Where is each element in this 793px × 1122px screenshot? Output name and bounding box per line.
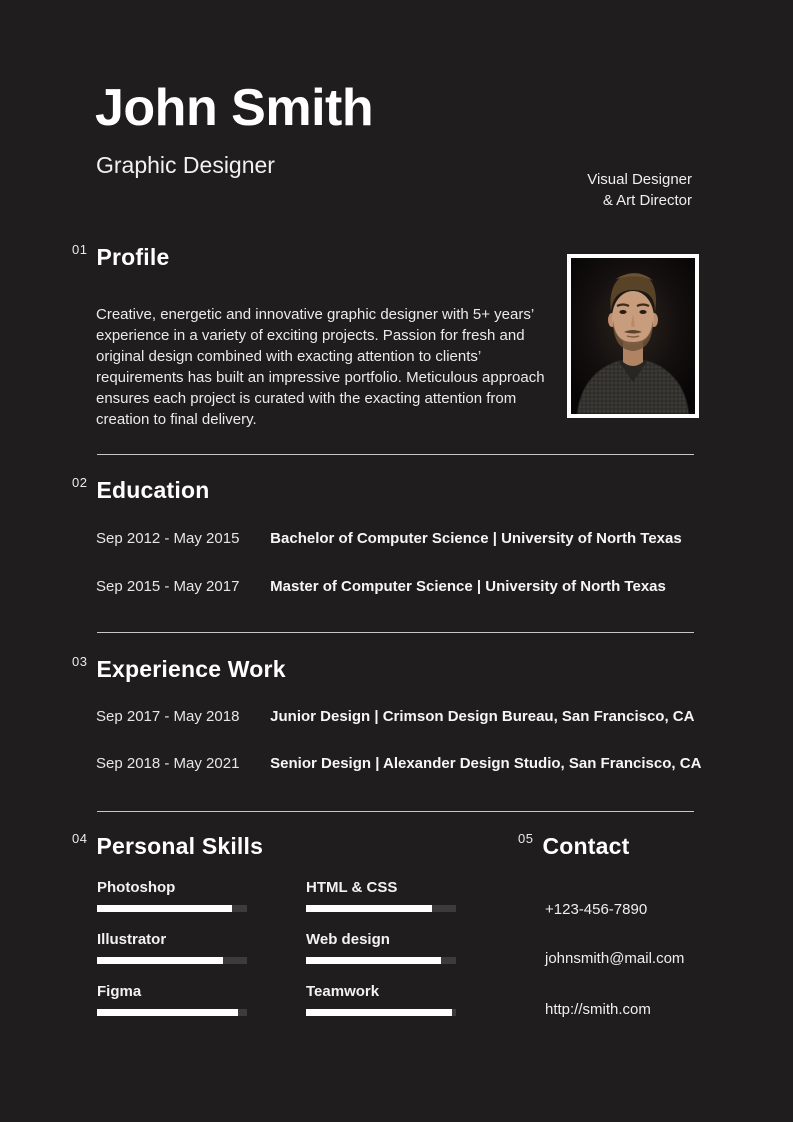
skill-item-html-css <box>306 879 456 912</box>
skill-label: HTML & CSS <box>306 879 398 896</box>
education-detail: Bachelor of Computer Science | University of North Texas <box>270 530 682 547</box>
skill-progress-fill <box>306 957 441 964</box>
experience-section-header <box>72 656 286 682</box>
skill-progress-bar <box>306 905 456 912</box>
contact-website: http://smith.com <box>545 1001 651 1018</box>
skill-progress-bar <box>306 957 456 964</box>
person-role: Graphic Designer <box>96 152 275 178</box>
contact-phone: +123-456-7890 <box>545 901 648 918</box>
skill-progress-fill <box>97 905 232 912</box>
divider <box>97 454 694 455</box>
education-detail: Master of Computer Science | University of North Texas <box>270 578 666 595</box>
tagline-line2: & Art Director <box>602 192 692 209</box>
skill-progress-bar <box>97 1009 247 1016</box>
section-title-skills: Personal Skills <box>96 833 264 859</box>
skill-label: Web design <box>306 931 390 948</box>
section-title-contact: Contact <box>542 833 630 859</box>
skill-label: Teamwork <box>306 983 380 1000</box>
skills-grid <box>97 879 456 1016</box>
section-title-experience: Experience Work <box>96 656 286 682</box>
section-number: 02 <box>72 475 88 490</box>
skill-progress-fill <box>306 905 432 912</box>
section-number: 05 <box>518 831 534 846</box>
experience-row <box>96 754 701 773</box>
experience-detail: Senior Design | Alexander Design Studio, San Francisco, CA <box>270 755 702 772</box>
section-number: 04 <box>72 831 88 846</box>
education-row <box>96 529 682 548</box>
skill-label: Photoshop <box>97 879 176 896</box>
profile-summary: Creative, energetic and innovative graphic designer with 5+ years’ experience in a variety of exciting projects. Passion for fresh and original design combined with exacting attention to clients’ requirements has built an impressive portfolio. Meticulous approach ensures each project is curated with the exacting attention from creation to final delivery. <box>96 306 545 428</box>
section-title-education: Education <box>96 477 210 503</box>
skill-item-teamwork <box>306 983 456 1016</box>
divider <box>97 811 694 812</box>
tagline <box>587 169 692 211</box>
skill-item-illustrator <box>97 931 247 964</box>
experience-row <box>96 707 694 726</box>
education-period: Sep 2015 - May 2017 <box>96 578 240 595</box>
section-title-profile: Profile <box>96 244 170 270</box>
education-period: Sep 2012 - May 2015 <box>96 530 240 547</box>
tagline-line1: Visual Designer <box>587 171 692 188</box>
section-number: 03 <box>72 654 88 669</box>
contact-section-header <box>518 833 629 859</box>
experience-detail: Junior Design | Crimson Design Bureau, San Francisco, CA <box>270 708 695 725</box>
profile-section-header <box>72 244 169 270</box>
portrait-illustration <box>571 258 695 414</box>
skill-item-figma <box>97 983 247 1016</box>
skill-label: Illustrator <box>97 931 167 948</box>
divider <box>97 632 694 633</box>
contact-email: johnsmith@mail.com <box>545 950 685 967</box>
person-name: John Smith <box>95 79 374 137</box>
skill-item-photoshop <box>97 879 247 912</box>
skill-progress-fill <box>97 957 223 964</box>
section-number: 01 <box>72 242 88 257</box>
skill-progress-bar <box>97 905 247 912</box>
skill-progress-fill <box>306 1009 452 1016</box>
skill-progress-bar <box>306 1009 456 1016</box>
experience-period: Sep 2018 - May 2021 <box>96 755 240 772</box>
education-section-header <box>72 477 209 503</box>
skill-label: Figma <box>97 983 142 1000</box>
skill-progress-bar <box>97 957 247 964</box>
portrait-photo <box>567 254 699 418</box>
experience-period: Sep 2017 - May 2018 <box>96 708 240 725</box>
education-row <box>96 577 666 596</box>
skill-item-web-design <box>306 931 456 964</box>
skill-progress-fill <box>97 1009 238 1016</box>
skills-section-header <box>72 833 263 859</box>
